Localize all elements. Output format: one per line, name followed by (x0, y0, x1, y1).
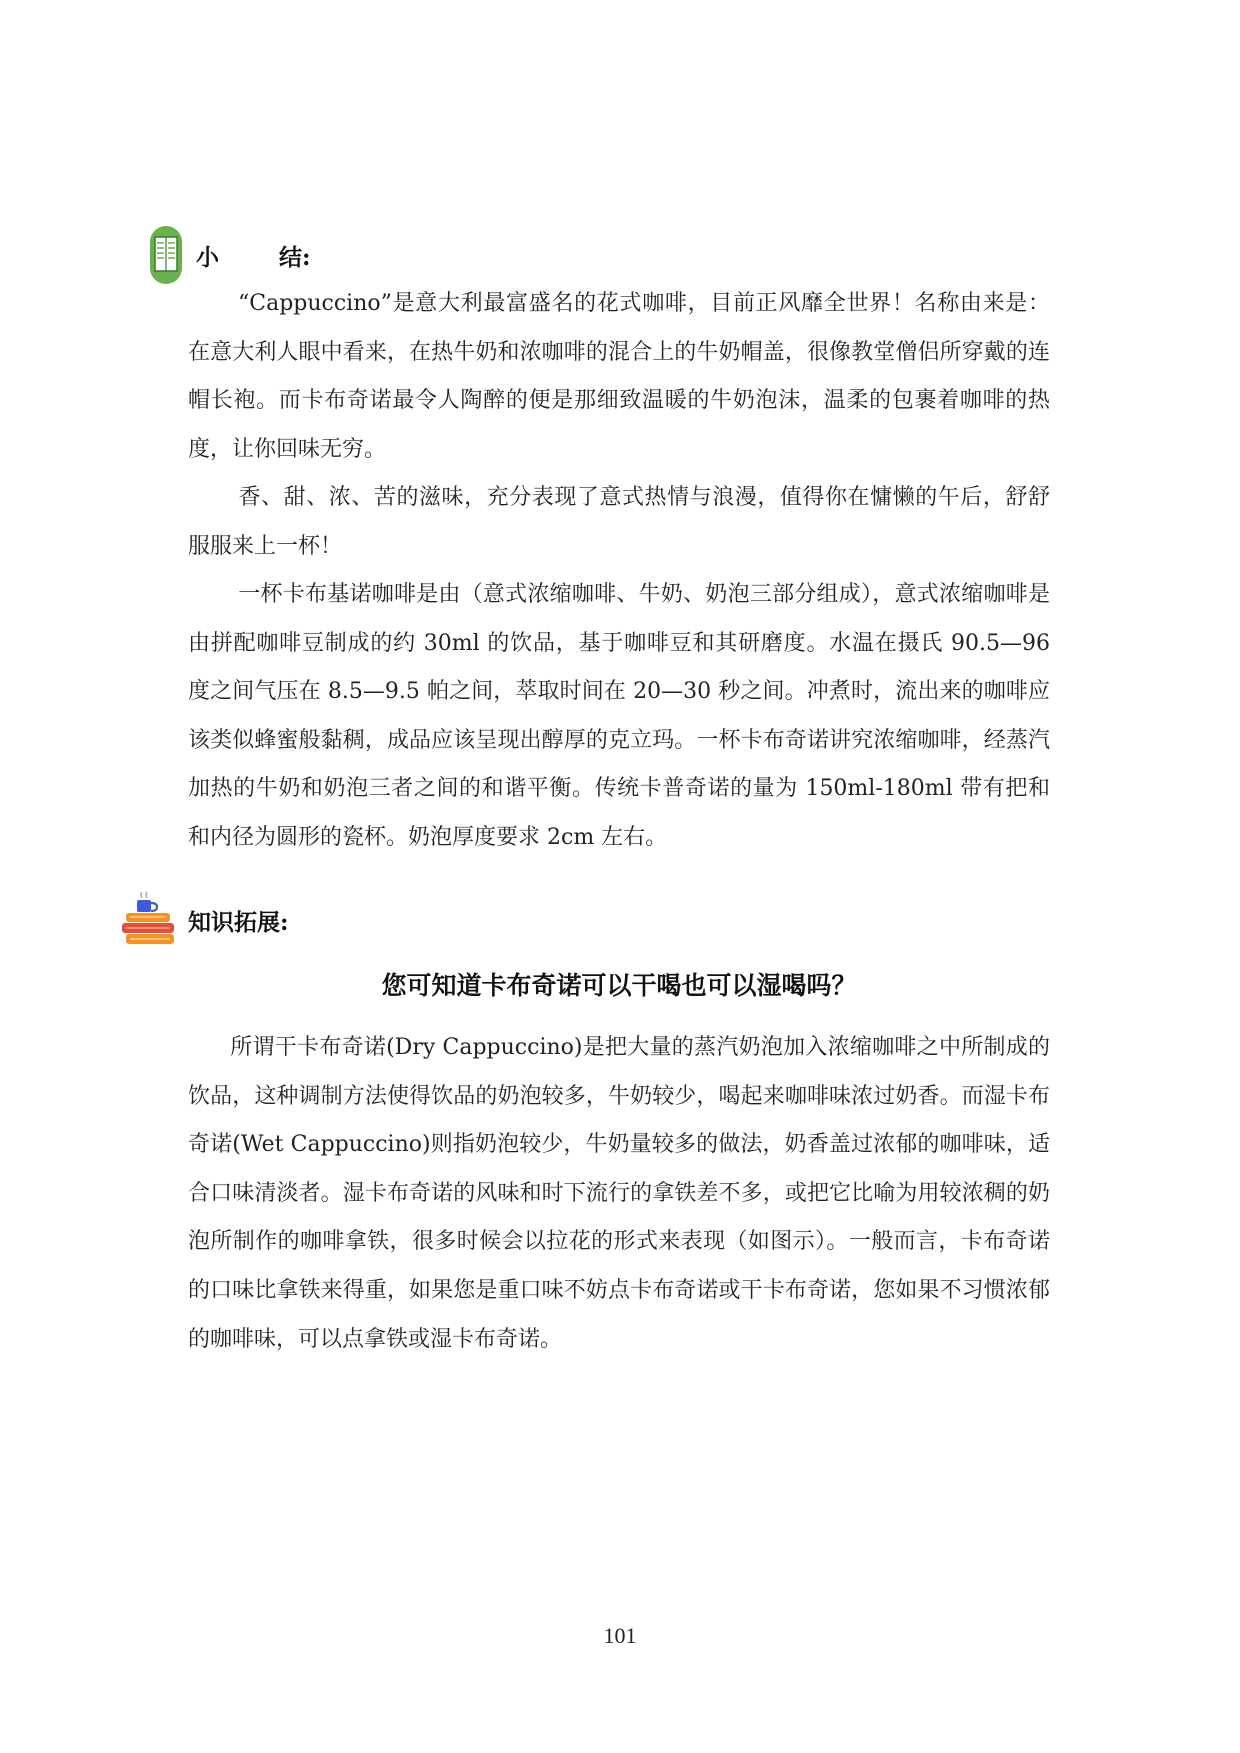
extension-heading-label: 知识拓展: (188, 908, 289, 936)
summary-paragraph-2: 香、甜、浓、苦的滋味，充分表现了意式热情与浪漫，值得你在慵懒的午后，舒舒服服来上一杯！ (188, 485, 1050, 559)
extension-heading (120, 892, 289, 948)
article-title: 您可知道卡布奇诺可以干喝也可以湿喝吗？ (381, 971, 857, 1000)
summary-paragraph-3: 一杯卡布基诺咖啡是由（意式浓缩咖啡、牛奶、奶泡三部分组成），意式浓缩咖啡是由拼配咖啡豆制成的约 30ml 的饮品，基于咖啡豆和其研磨度。水温在摄氏 90.5—96 度之间气压在 8.5—9.5 帕之间，萃取时间在 20—30 秒之间。冲煮时，流出来的咖啡应该类似蜂蜜般黏稠，成品应该呈现出醇厚的克立玛。一杯卡布奇诺讲究浓缩咖啡，经蒸汽加热的牛奶和奶泡三者之间的和谐平衡。传统卡普奇诺的量为 150ml-180ml 带有把和和内径为圆形的瓷杯。奶泡厚度要求 2cm 左右。 (188, 582, 1050, 850)
book-icon (148, 224, 184, 286)
extension-paragraph: 所谓干卡布奇诺(Dry Cappuccino)是把大量的蒸汽奶泡加入浓缩咖啡之中所制成的饮品，这种调制方法使得饮品的奶泡较多，牛奶较少，喝起来咖啡味浓过奶香。而湿卡布奇诺(Wet Cappuccino)则指奶泡较少，牛奶量较多的做法，奶香盖过浓郁的咖啡味，适合口味清淡者。湿卡布奇诺的风味和时下流行的拿铁差不多，或把它比喻为用较浓稠的奶泡所制作的咖啡拿铁，很多时候会以拉花的形式来表现（如图示）。一般而言，卡布奇诺的口味比拿铁来得重，如果您是重口味不妨点卡布奇诺或干卡布奇诺，您如果不习惯浓郁的咖啡味，可以点拿铁或湿卡布奇诺。 (188, 1035, 1050, 1352)
book-stack-icon (120, 892, 178, 948)
summary-heading-label: 小 结: (196, 243, 311, 271)
summary-paragraph-1: “Cappuccino”是意大利最富盛名的花式咖啡，目前正风靡全世界！名称由来是：在意大利人眼中看来，在热牛奶和浓咖啡的混合上的牛奶帽盖，很像教堂僧侣所穿戴的连帽长袍。而卡布奇诺最令人陶醉的便是那细致温暖的牛奶泡沫，温柔的包裹着咖啡的热度，让你回味无穷。 (188, 291, 1050, 462)
page-number: 101 (603, 1623, 637, 1648)
summary-heading (148, 224, 311, 286)
